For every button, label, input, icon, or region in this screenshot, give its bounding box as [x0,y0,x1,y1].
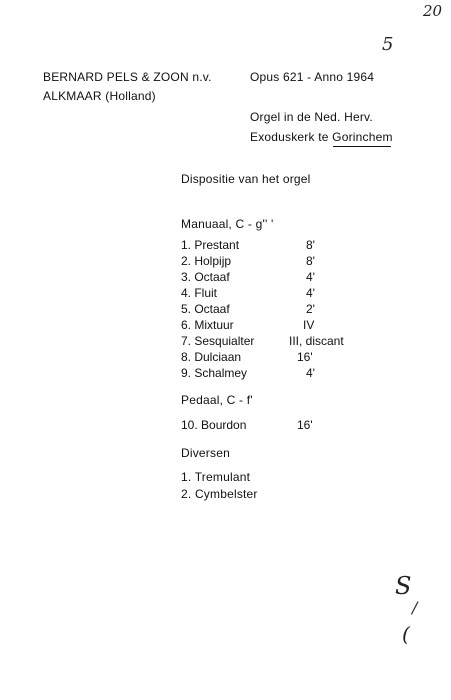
stop-pitch: 4' [306,270,315,284]
diversen-heading: Diversen [181,446,230,460]
stop-pitch: III, discant [289,334,344,348]
stop-name: 4. Fluit [181,286,218,300]
stop-row [181,366,381,380]
handwritten-mark-side-2: / [412,598,418,617]
stop-name: 8. Dulciaan [181,350,242,364]
stop-row [181,238,381,252]
stop-name: 2. Holpijp [181,254,232,268]
document-title: Dispositie van het orgel [181,172,311,186]
stop-name: 1. Prestant [181,238,240,252]
stop-name: 3. Octaaf [181,270,230,284]
stop-name: 5. Octaaf [181,302,230,316]
manual-heading: Manuaal, C - g'' ' [181,217,274,231]
stop-pitch: 16' [297,350,313,364]
stop-name: 10. Bourdon [181,418,247,432]
stop-pitch: 4' [306,286,315,300]
list-item: 1. Tremulant [181,470,251,484]
builder-city: ALKMAAR (Holland) [43,89,156,103]
builder-name: BERNARD PELS & ZOON n.v. [43,70,212,84]
list-item: 2. Cymbelster [181,487,258,501]
opus-line: Opus 621 - Anno 1964 [250,70,375,84]
stop-row [181,418,381,432]
stop-pitch: 4' [306,366,315,380]
stop-row [181,270,381,284]
stop-pitch: 8' [306,238,315,252]
stop-row [181,334,381,348]
handwritten-mark-top: 5 [382,34,394,55]
handwritten-mark-side-3: ( [402,622,410,646]
stop-pitch: 16' [297,418,313,432]
stop-name: 7. Sesquialter [181,334,255,348]
stop-name: 6. Mixtuur [181,318,234,332]
place-underline [333,146,391,147]
stop-row [181,318,381,332]
stop-row [181,350,381,364]
pedal-heading: Pedaal, C - f' [181,393,253,407]
stop-pitch: 8' [306,254,315,268]
stop-pitch: IV [303,318,315,332]
stop-row [181,286,381,300]
church-line-2 [250,130,393,144]
church-line-1: Orgel in de Ned. Herv. [250,110,373,124]
stop-name: 9. Schalmey [181,366,248,380]
church-place: Gorinchem [332,130,393,144]
stop-row [181,254,381,268]
stop-pitch: 2' [306,302,315,316]
stop-row [181,302,381,316]
handwritten-page-number: 20 [423,2,443,20]
church-line-2-prefix: Exoduskerk te [250,130,333,144]
handwritten-mark-side-1: S [395,572,412,600]
